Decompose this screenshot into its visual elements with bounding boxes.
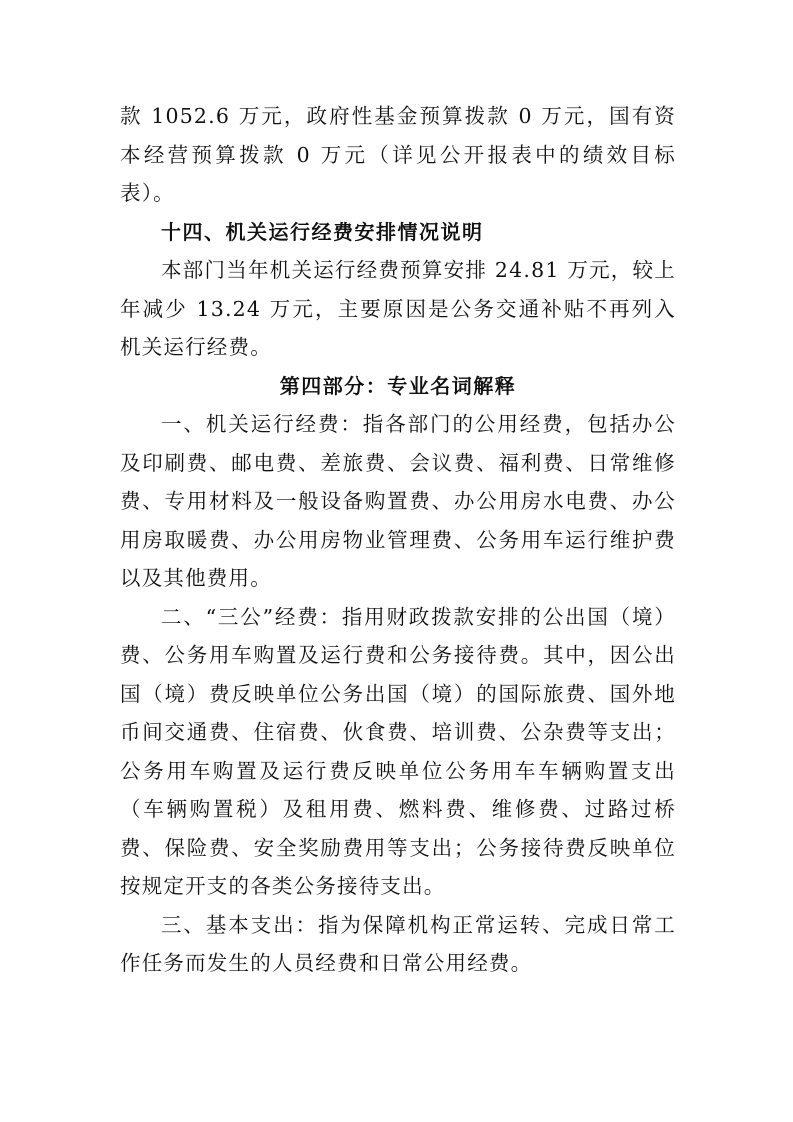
continued-paragraph: 款 1052.6 万元，政府性基金预算拨款 0 万元，国有资本经营预算拨款 0 万元（详见公开报表中的绩效目标表）。 <box>120 104 676 205</box>
part-4-title: 第四部分：专业名词解释 <box>279 373 517 398</box>
section-14-heading: 十四、机关运行经费安排情况说明 <box>161 219 484 244</box>
definition-three-public-expenses: 二、“三公”经费：指用财政拨款安排的公出国（境）费、公务用车购置及运行费和公务接待费。其中，因公出国（境）费反映单位公务出国（境）的国际旅费、国外地币间交通费、住宿费、伙食费、培训费、公杂费等支出；公务用车购置及运行费反映单位公务用车车辆购置支出（车辆购置税）及租用费、燃料费、维修费、过路过桥费、保险费、安全奖励费用等支出；公务接待费反映单位按规定开支的各类公务接待支出。 <box>120 604 676 898</box>
section-14-body: 本部门当年机关运行经费预算安排 24.81 万元，较上年减少 13.24 万元，主要原因是公务交通补贴不再列入机关运行经费。 <box>120 258 676 359</box>
document-body <box>120 97 676 983</box>
definition-operating-expenses: 一、机关运行经费：指各部门的公用经费，包括办公及印刷费、邮电费、差旅费、会议费、福利费、日常维修费、专用材料及一般设备购置费、办公用房水电费、办公用房取暖费、办公用房物业管理费、公务用车运行维护费以及其他费用。 <box>120 412 676 590</box>
definition-basic-expenditure: 三、基本支出：指为保障机构正常运转、完成日常工作任务而发生的人员经费和日常公用经费。 <box>120 912 676 975</box>
